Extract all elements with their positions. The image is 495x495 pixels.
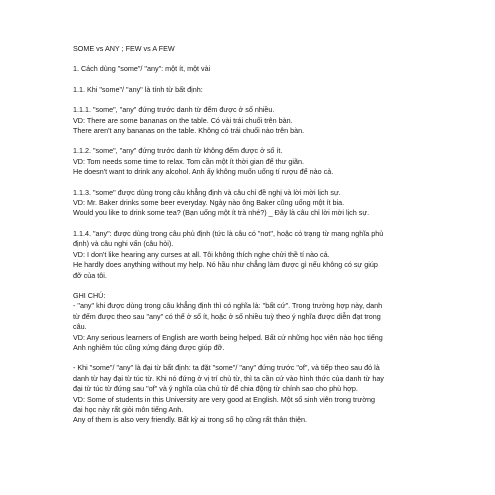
section-1-1-3-line: Would you like to drink some tea? (Bạn uống một ít trà nhé?) _ Đây là câu chỉ lời mời lịch sự. <box>73 208 370 218</box>
note-line: VD: Any serious learners of English are worth being helped. Bất cứ những học viên nào học tiếng <box>73 332 383 342</box>
note2-line: đại từ túc từ đứng sau "of" và ý nghĩa của chủ từ để chia động từ chính sao cho phù hợp. <box>73 384 358 394</box>
section-1-1-4-line: VD: I don't like hearing any curses at all. Tôi không thích nghe chửi thề tí nào cả. <box>73 249 330 259</box>
note2-line: - Khi "some"/ "any" là đại từ bất định: ta đặt "some"/ "any" đứng trước "of", và tiếp theo sau đó là <box>73 363 380 373</box>
section-1-1-4-line: 1.1.4. "any": được dùng trong câu phủ định (tức là câu có "not", hoặc có trạng từ mang nghĩa phủ <box>73 228 384 238</box>
section-1-1-2-line: VD: Tom needs some time to relax. Tom cần một ít thời gian để thư giãn. <box>73 156 304 166</box>
section-1-1-3-line: 1.1.3. "some" được dùng trong câu khẳng định và câu chỉ đề nghị và lời mời lịch sự. <box>73 187 341 197</box>
section-1-1-3-line: VD: Mr. Baker drinks some beer everyday. Ngày nào ông Baker cũng uống một ít bia. <box>73 198 345 208</box>
section-1-heading: 1. Cách dùng "some"/ "any": một ít, một vài <box>73 64 211 74</box>
note-line: câu. <box>73 322 87 332</box>
doc-title: SOME vs ANY ; FEW vs A FEW <box>73 44 175 53</box>
note2-line: đại học này rất giỏi môn tiếng Anh. <box>73 404 184 414</box>
section-1-1-1-line: VD: There are some bananas on the table. Có vài trái chuối trên bàn. <box>73 115 293 125</box>
section-1-1-1-line: There aren't any bananas on the table. Không có trái chuối nào trên bàn. <box>73 126 305 136</box>
note2-line: danh từ hay đại từ túc từ. Khi nó đứng ở vị trí chủ từ, thì ta cần cứ vào hình thức của danh từ hay <box>73 373 384 383</box>
section-1-1-1-line: 1.1.1. "some", "any" đứng trước danh từ đếm được ở số nhiều. <box>73 105 275 115</box>
section-1-1-2-line: 1.1.2. "some", "any" đứng trước danh từ không đếm được ở số ít. <box>73 146 283 156</box>
document-page <box>73 44 423 426</box>
section-1-1-2-line: He doesn't want to drink any alcohol. Anh ấy không muốn uống tí rượu để nào cả. <box>73 167 334 177</box>
note-line: - "any" khi được dùng trong câu khẳng định thì có nghĩa là: "bất cứ". Trong trường hợp này, danh <box>73 301 383 311</box>
note2-line: VD: Some of students in this University are very good at English. Một số sinh viên trong trường <box>73 394 375 404</box>
note-line: từ đếm được theo sau "any" có thể ở số ít, hoặc ở số nhiều tuỳ theo ý nghĩa được diễn đạt trong <box>73 311 381 321</box>
note2-line: Any of them is also very friendly. Bất kỳ ai trong số họ cũng rất thân thiện. <box>73 415 307 425</box>
note-heading: GHI CHÚ: <box>73 290 106 300</box>
note-line: Anh nghiêm túc cũng xứng đáng được giúp đỡ. <box>73 342 225 352</box>
section-1-1-4-line: định) và câu nghi vấn (câu hỏi). <box>73 239 174 249</box>
section-1-1-4-line: đỡ của tôi. <box>73 270 107 280</box>
section-1-1-heading: 1.1. Khi "some"/ "any" là tính từ bất định: <box>73 84 203 94</box>
section-1-1-4-line: He hardly does anything without my help. Nó hầu như chẳng làm được gì nếu không có sự giúp <box>73 260 378 270</box>
